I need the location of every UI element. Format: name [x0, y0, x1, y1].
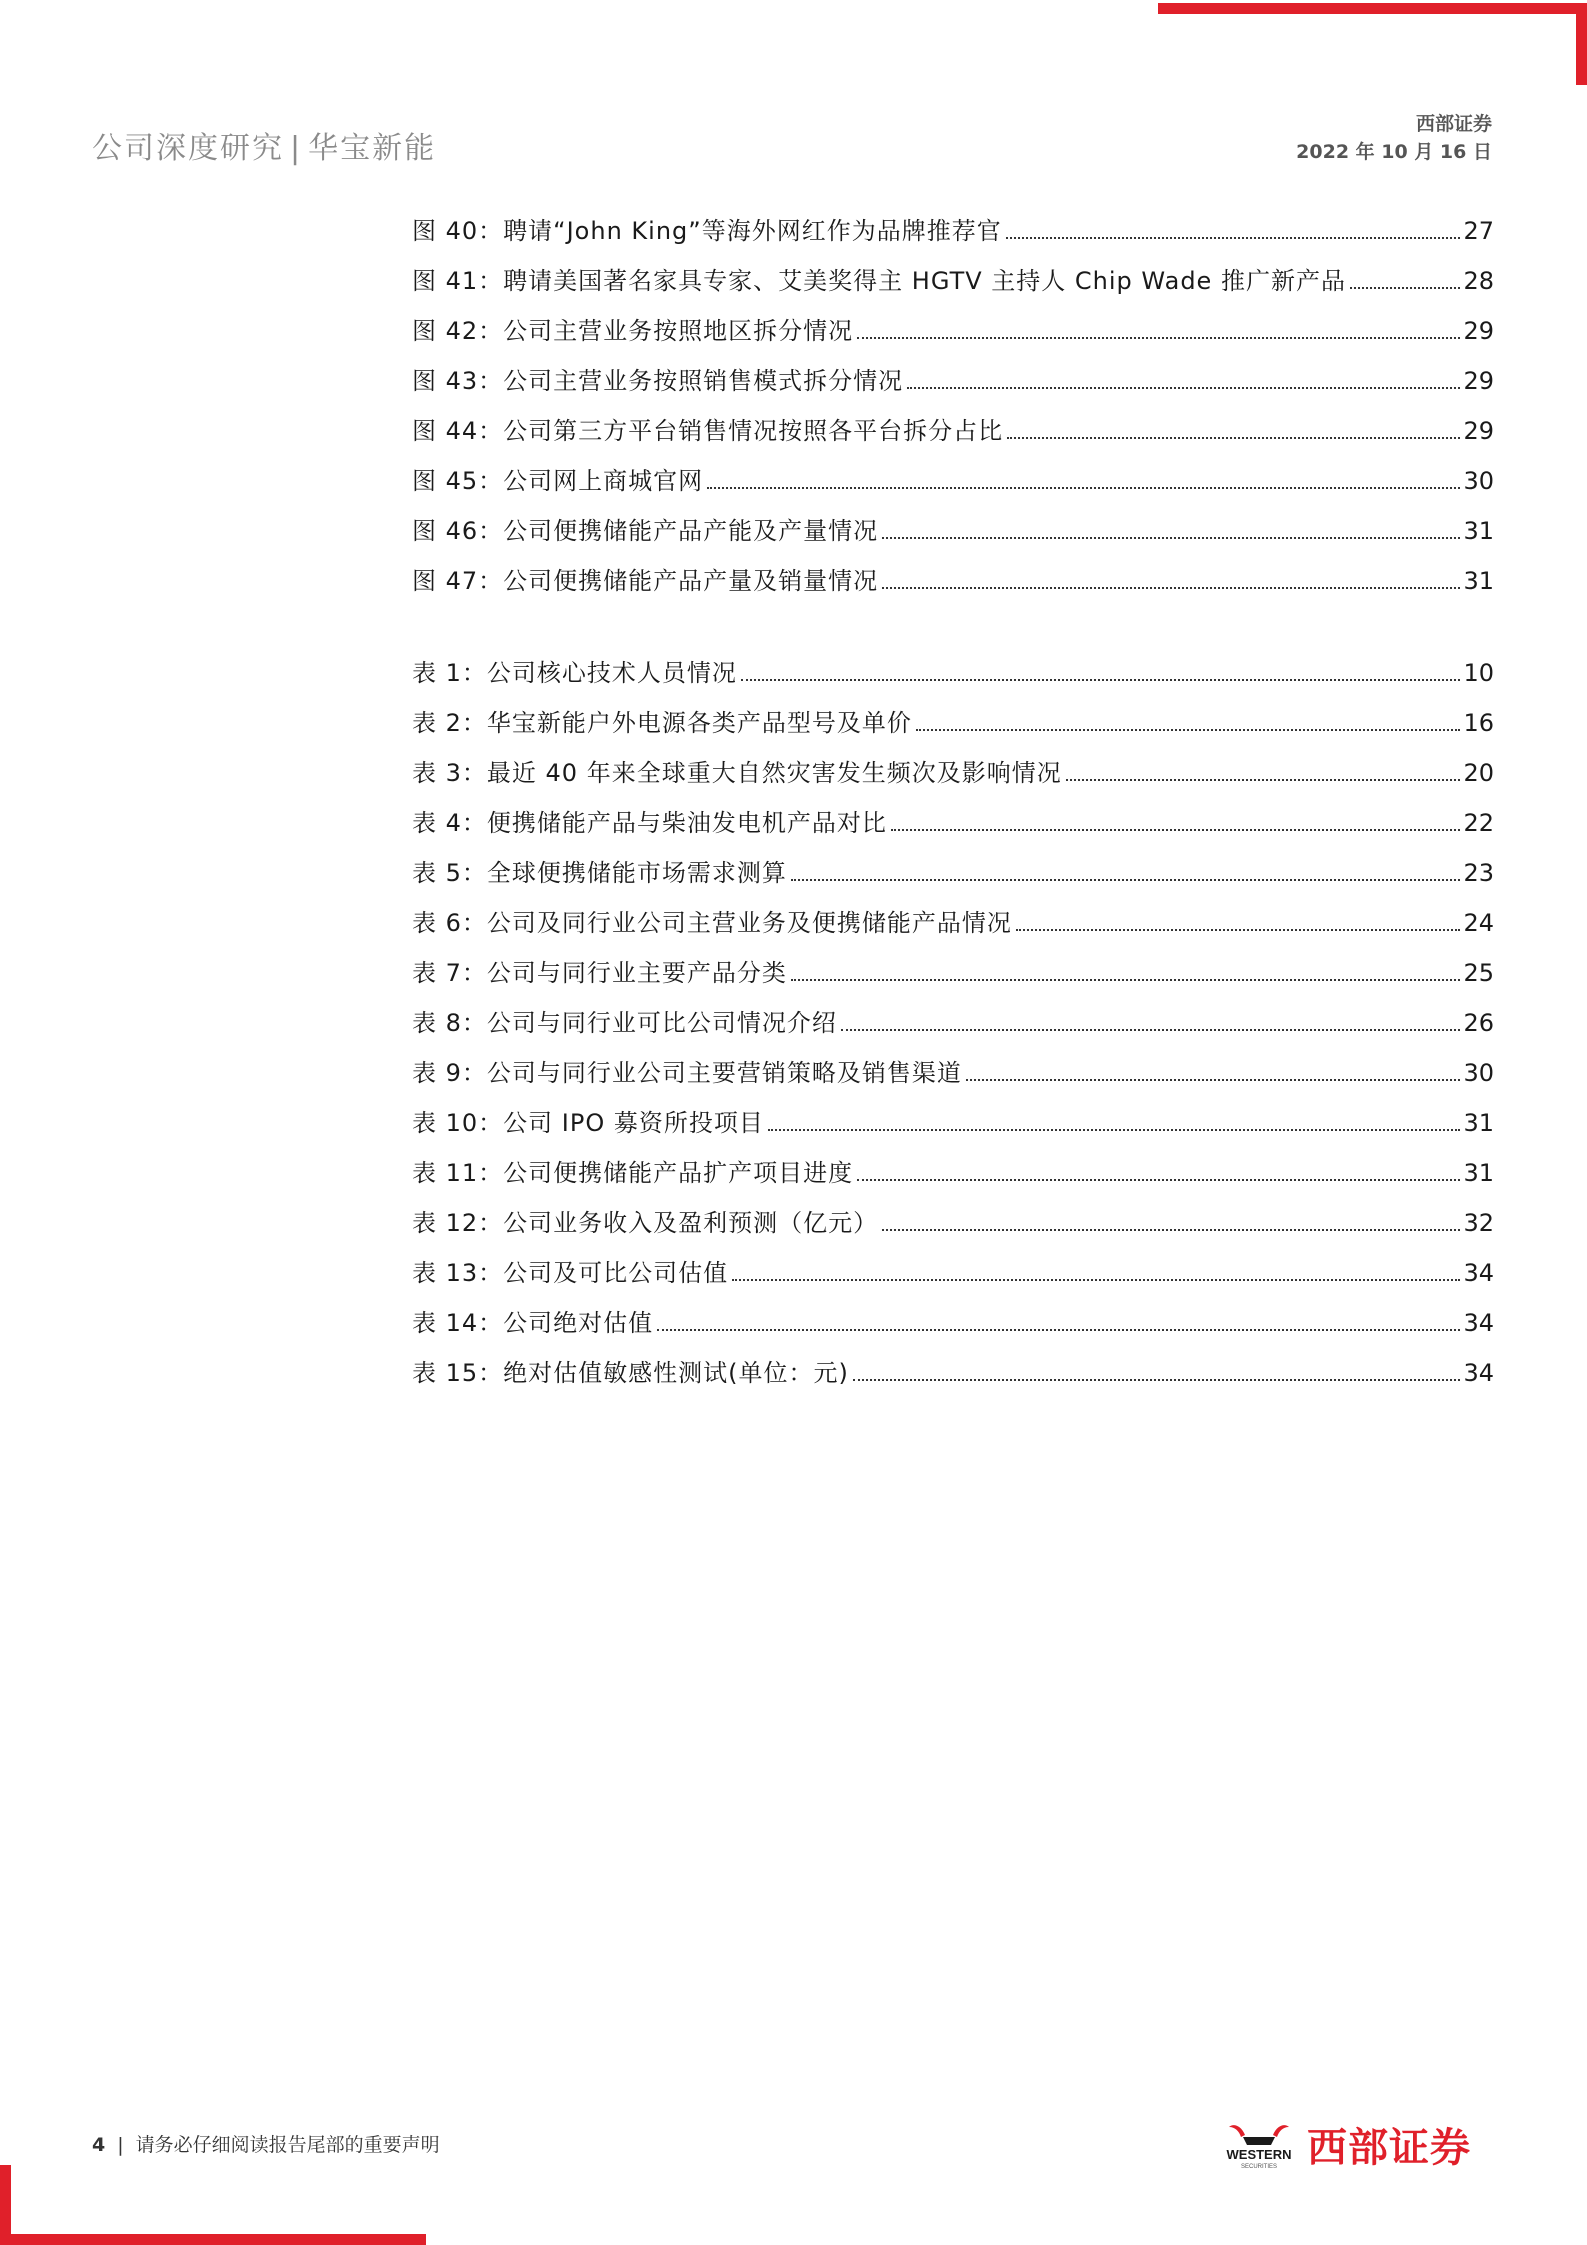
toc-page-number[interactable]: 20: [1463, 759, 1494, 787]
toc-entry-title[interactable]: 表 15：绝对估值敏感性测试(单位：元): [412, 1359, 849, 1387]
dot-leader: [857, 337, 1460, 339]
dot-leader: [732, 1279, 1460, 1281]
toc-entry-title[interactable]: 表 13：公司及可比公司估值: [412, 1259, 729, 1287]
dot-leader: [966, 1079, 1461, 1081]
toc-table-entry[interactable]: [412, 1238, 1494, 1288]
toc-entry-title[interactable]: 表 3：最近 40 年来全球重大自然灾害发生频次及影响情况: [412, 759, 1062, 787]
dot-leader: [916, 729, 1461, 731]
dot-leader: [1350, 287, 1461, 289]
toc-entry-title[interactable]: 图 41：聘请美国著名家具专家、艾美奖得主 HGTV 主持人 Chip Wade 推广新产品: [412, 267, 1346, 295]
western-securities-logo-icon: [1215, 2119, 1303, 2171]
report-type: 公司深度研究: [92, 131, 284, 166]
toc-page-number[interactable]: 25: [1463, 959, 1494, 987]
toc-figure-entry[interactable]: [412, 246, 1494, 296]
toc-entry-title[interactable]: 图 45：公司网上商城官网: [412, 467, 704, 495]
dot-leader: [707, 487, 1460, 489]
toc-page-number[interactable]: 27: [1463, 217, 1494, 245]
dot-leader: [857, 1179, 1460, 1181]
toc-page-number[interactable]: 16: [1463, 709, 1494, 737]
toc-page-number[interactable]: 31: [1463, 567, 1494, 595]
toc-entry-title[interactable]: 表 1：公司核心技术人员情况: [412, 659, 737, 687]
toc-page-number[interactable]: 31: [1463, 1159, 1494, 1187]
toc-table-entry[interactable]: [412, 738, 1494, 788]
toc-table-entry[interactable]: [412, 1088, 1494, 1138]
toc-entry-title[interactable]: 表 7：公司与同行业主要产品分类: [412, 959, 787, 987]
page-footer: [92, 2130, 440, 2157]
toc-table-entry[interactable]: [412, 838, 1494, 888]
toc-page-number[interactable]: 31: [1463, 1109, 1494, 1137]
toc-entry-title[interactable]: 图 43：公司主营业务按照销售模式拆分情况: [412, 367, 904, 395]
toc-figure-entry[interactable]: [412, 546, 1494, 596]
header-separator: |: [290, 131, 303, 166]
logo-subtext: SECURITIES: [1240, 2163, 1278, 2170]
dot-leader: [791, 879, 1461, 881]
toc-table-entry[interactable]: [412, 1038, 1494, 1088]
toc-page-number[interactable]: 22: [1463, 809, 1494, 837]
toc-table-entry[interactable]: [412, 1288, 1494, 1338]
dot-leader: [1006, 237, 1461, 239]
toc-entry-title[interactable]: 表 9：公司与同行业公司主要营销策略及销售渠道: [412, 1059, 962, 1087]
toc-page-number[interactable]: 31: [1463, 517, 1494, 545]
report-date: 2022 年 10 月 16 日: [1296, 141, 1492, 163]
corner-frame-top-horizontal: [1158, 3, 1587, 14]
logo-wordmark: WESTERN: [1226, 2146, 1292, 2162]
firm-name: 西部证券: [1415, 113, 1492, 135]
toc-table-entry[interactable]: [412, 888, 1494, 938]
toc-figure-entry[interactable]: [412, 196, 1494, 246]
toc-page-number[interactable]: 26: [1463, 1009, 1494, 1037]
toc-entry-title[interactable]: 表 4：便携储能产品与柴油发电机产品对比: [412, 809, 887, 837]
toc-page-number[interactable]: 24: [1463, 909, 1494, 937]
report-header-title: [92, 123, 436, 167]
toc-table-entry[interactable]: [412, 1138, 1494, 1188]
toc-entry-title[interactable]: 图 40：聘请“John King”等海外网红作为品牌推荐官: [412, 217, 1002, 245]
toc-entry-title[interactable]: 表 12：公司业务收入及盈利预测（亿元）: [412, 1209, 879, 1237]
dot-leader: [882, 537, 1460, 539]
dot-leader: [853, 1379, 1461, 1381]
toc-page-number[interactable]: 34: [1463, 1359, 1494, 1387]
brand-block: [1215, 2116, 1471, 2173]
toc-entry-title[interactable]: 表 14：公司绝对估值: [412, 1309, 654, 1337]
toc-page-number[interactable]: 30: [1463, 1059, 1494, 1087]
dot-leader: [891, 829, 1461, 831]
company-name: 华宝新能: [308, 131, 437, 166]
toc-entry-title[interactable]: 表 8：公司与同行业可比公司情况介绍: [412, 1009, 837, 1037]
dot-leader: [1066, 779, 1461, 781]
toc-page-number[interactable]: 30: [1463, 467, 1494, 495]
toc-page-number[interactable]: 34: [1463, 1309, 1494, 1337]
footer-separator: |: [117, 2134, 124, 2156]
disclaimer-text: 请务必仔细阅读报告尾部的重要声明: [135, 2134, 440, 2156]
dot-leader: [791, 979, 1461, 981]
toc-page-number[interactable]: 29: [1463, 417, 1494, 445]
corner-frame-bottom-horizontal: [0, 2234, 426, 2245]
brand-name: 西部证券: [1307, 2125, 1471, 2171]
dot-leader: [1016, 929, 1461, 931]
toc-figure-entry[interactable]: [412, 496, 1494, 546]
toc-table-entry[interactable]: [412, 638, 1494, 688]
dot-leader: [657, 1329, 1460, 1331]
toc-figure-entry[interactable]: [412, 396, 1494, 446]
dot-leader: [741, 679, 1461, 681]
dot-leader: [768, 1129, 1461, 1131]
toc-figure-entry[interactable]: [412, 346, 1494, 396]
corner-frame-top-vertical: [1576, 3, 1587, 85]
toc-table-entry[interactable]: [412, 1188, 1494, 1238]
dot-leader: [882, 1229, 1460, 1231]
toc-table-entry[interactable]: [412, 788, 1494, 838]
toc-entry-title[interactable]: 表 5：全球便携储能市场需求测算: [412, 859, 787, 887]
dot-leader: [882, 587, 1460, 589]
toc-entry-title[interactable]: 图 44：公司第三方平台销售情况按照各平台拆分占比: [412, 417, 1004, 445]
dot-leader: [1007, 437, 1460, 439]
toc-figure-list: [412, 196, 1494, 596]
toc-entry-title[interactable]: 表 11：公司便携储能产品扩产项目进度: [412, 1159, 854, 1187]
toc-entry-title[interactable]: 图 46：公司便携储能产品产能及产量情况: [412, 517, 879, 545]
toc-page-number[interactable]: 28: [1463, 267, 1494, 295]
toc-table-entry[interactable]: [412, 988, 1494, 1038]
logo-graphic: [1215, 2119, 1303, 2171]
toc-figure-entry[interactable]: [412, 446, 1494, 496]
dot-leader: [907, 387, 1460, 389]
toc-entry-title[interactable]: 图 42：公司主营业务按照地区拆分情况: [412, 317, 854, 345]
page-number: 4: [92, 2134, 106, 2156]
toc-entry-title[interactable]: 表 2：华宝新能户外电源各类产品型号及单价: [412, 709, 912, 737]
toc-entry-title[interactable]: 表 6：公司及同行业公司主营业务及便携储能产品情况: [412, 909, 1012, 937]
toc-page-number[interactable]: 29: [1463, 367, 1494, 395]
toc-table-entry[interactable]: [412, 688, 1494, 738]
toc-page-number[interactable]: 32: [1463, 1209, 1494, 1237]
toc-entry-title[interactable]: 图 47：公司便携储能产品产量及销量情况: [412, 567, 879, 595]
toc-table-entry[interactable]: [412, 1338, 1494, 1388]
dot-leader: [841, 1029, 1461, 1031]
toc-page-number[interactable]: 34: [1463, 1259, 1494, 1287]
toc-table-entry[interactable]: [412, 938, 1494, 988]
toc-entry-title[interactable]: 表 10：公司 IPO 募资所投项目: [412, 1109, 764, 1137]
toc-page-number[interactable]: 29: [1463, 317, 1494, 345]
toc-page-number[interactable]: 23: [1463, 859, 1494, 887]
corner-frame-bottom-vertical: [0, 2165, 11, 2245]
toc-figure-entry[interactable]: [412, 296, 1494, 346]
toc-page-number[interactable]: 10: [1463, 659, 1494, 687]
toc-table-list: [412, 638, 1494, 1388]
